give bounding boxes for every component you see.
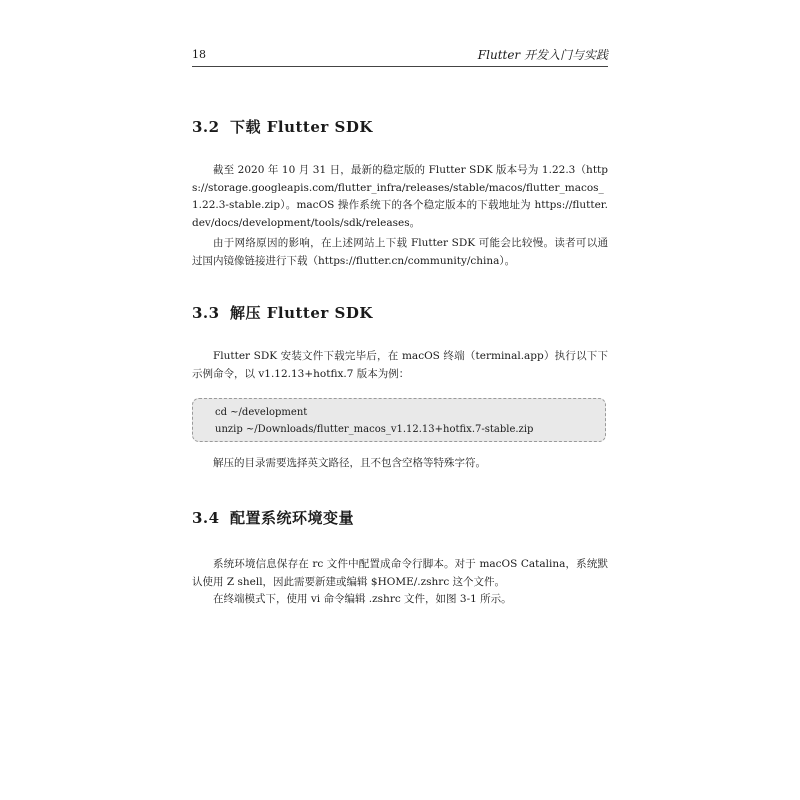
page-number: 18 [192, 48, 206, 61]
section-title: 解压 Flutter SDK [230, 304, 373, 322]
section-number: 3.2 [192, 118, 220, 136]
section-heading-3-3 [192, 302, 373, 323]
code-block [192, 398, 606, 442]
paragraph-vi-edit: 在终端模式下，使用 vi 命令编辑 .zshrc 文件，如图 3-1 所示。 [213, 593, 512, 605]
running-header [192, 46, 608, 64]
code-line: cd ~/development [215, 407, 308, 418]
paragraph-sdk-version: 截至 2020 年 10 月 31 日，最新的稳定版的 Flutter SDK 版本号为 1.22.3（https://storage.googleapis.com/flutter_infra/releases/stable/macos/flutter_macos_1.22.3-stable.zip）。macOS 操作系统下的各个稳定版本的下载地址为 https://flutter.dev/docs/development/tools/sdk/releases。 [192, 164, 608, 229]
book-title: Flutter 开发入门与实践 [477, 48, 608, 62]
code-line: unzip ~/Downloads/flutter_macos_v1.12.13+hotfix.7-stable.zip [215, 424, 534, 435]
paragraph-path-note: 解压的目录需要选择英文路径，且不包含空格等特殊字符。 [213, 457, 486, 469]
section-title: 配置系统环境变量 [230, 509, 355, 527]
section-heading-3-2 [192, 116, 373, 137]
header-rule [192, 66, 608, 67]
paragraph-mirror: 由于网络原因的影响，在上述网站上下载 Flutter SDK 可能会比较慢。读者可以通过国内镜像链接进行下载（https://flutter.cn/community/china）。 [192, 237, 608, 267]
paragraph-rc-file: 系统环境信息保存在 rc 文件中配置成命令行脚本。对于 macOS Catalina，系统默认使用 Z shell，因此需要新建或编辑 $HOME/.zshrc 这个文件。 [192, 558, 608, 588]
section-heading-3-4 [192, 507, 354, 528]
section-title: 下载 Flutter SDK [230, 118, 373, 136]
paragraph-unzip-intro: Flutter SDK 安装文件下载完毕后，在 macOS 终端（terminal.app）执行以下下示例命令，以 v1.12.13+hotfix.7 版本为例： [192, 350, 608, 380]
section-number: 3.3 [192, 304, 220, 322]
section-number: 3.4 [192, 509, 220, 527]
